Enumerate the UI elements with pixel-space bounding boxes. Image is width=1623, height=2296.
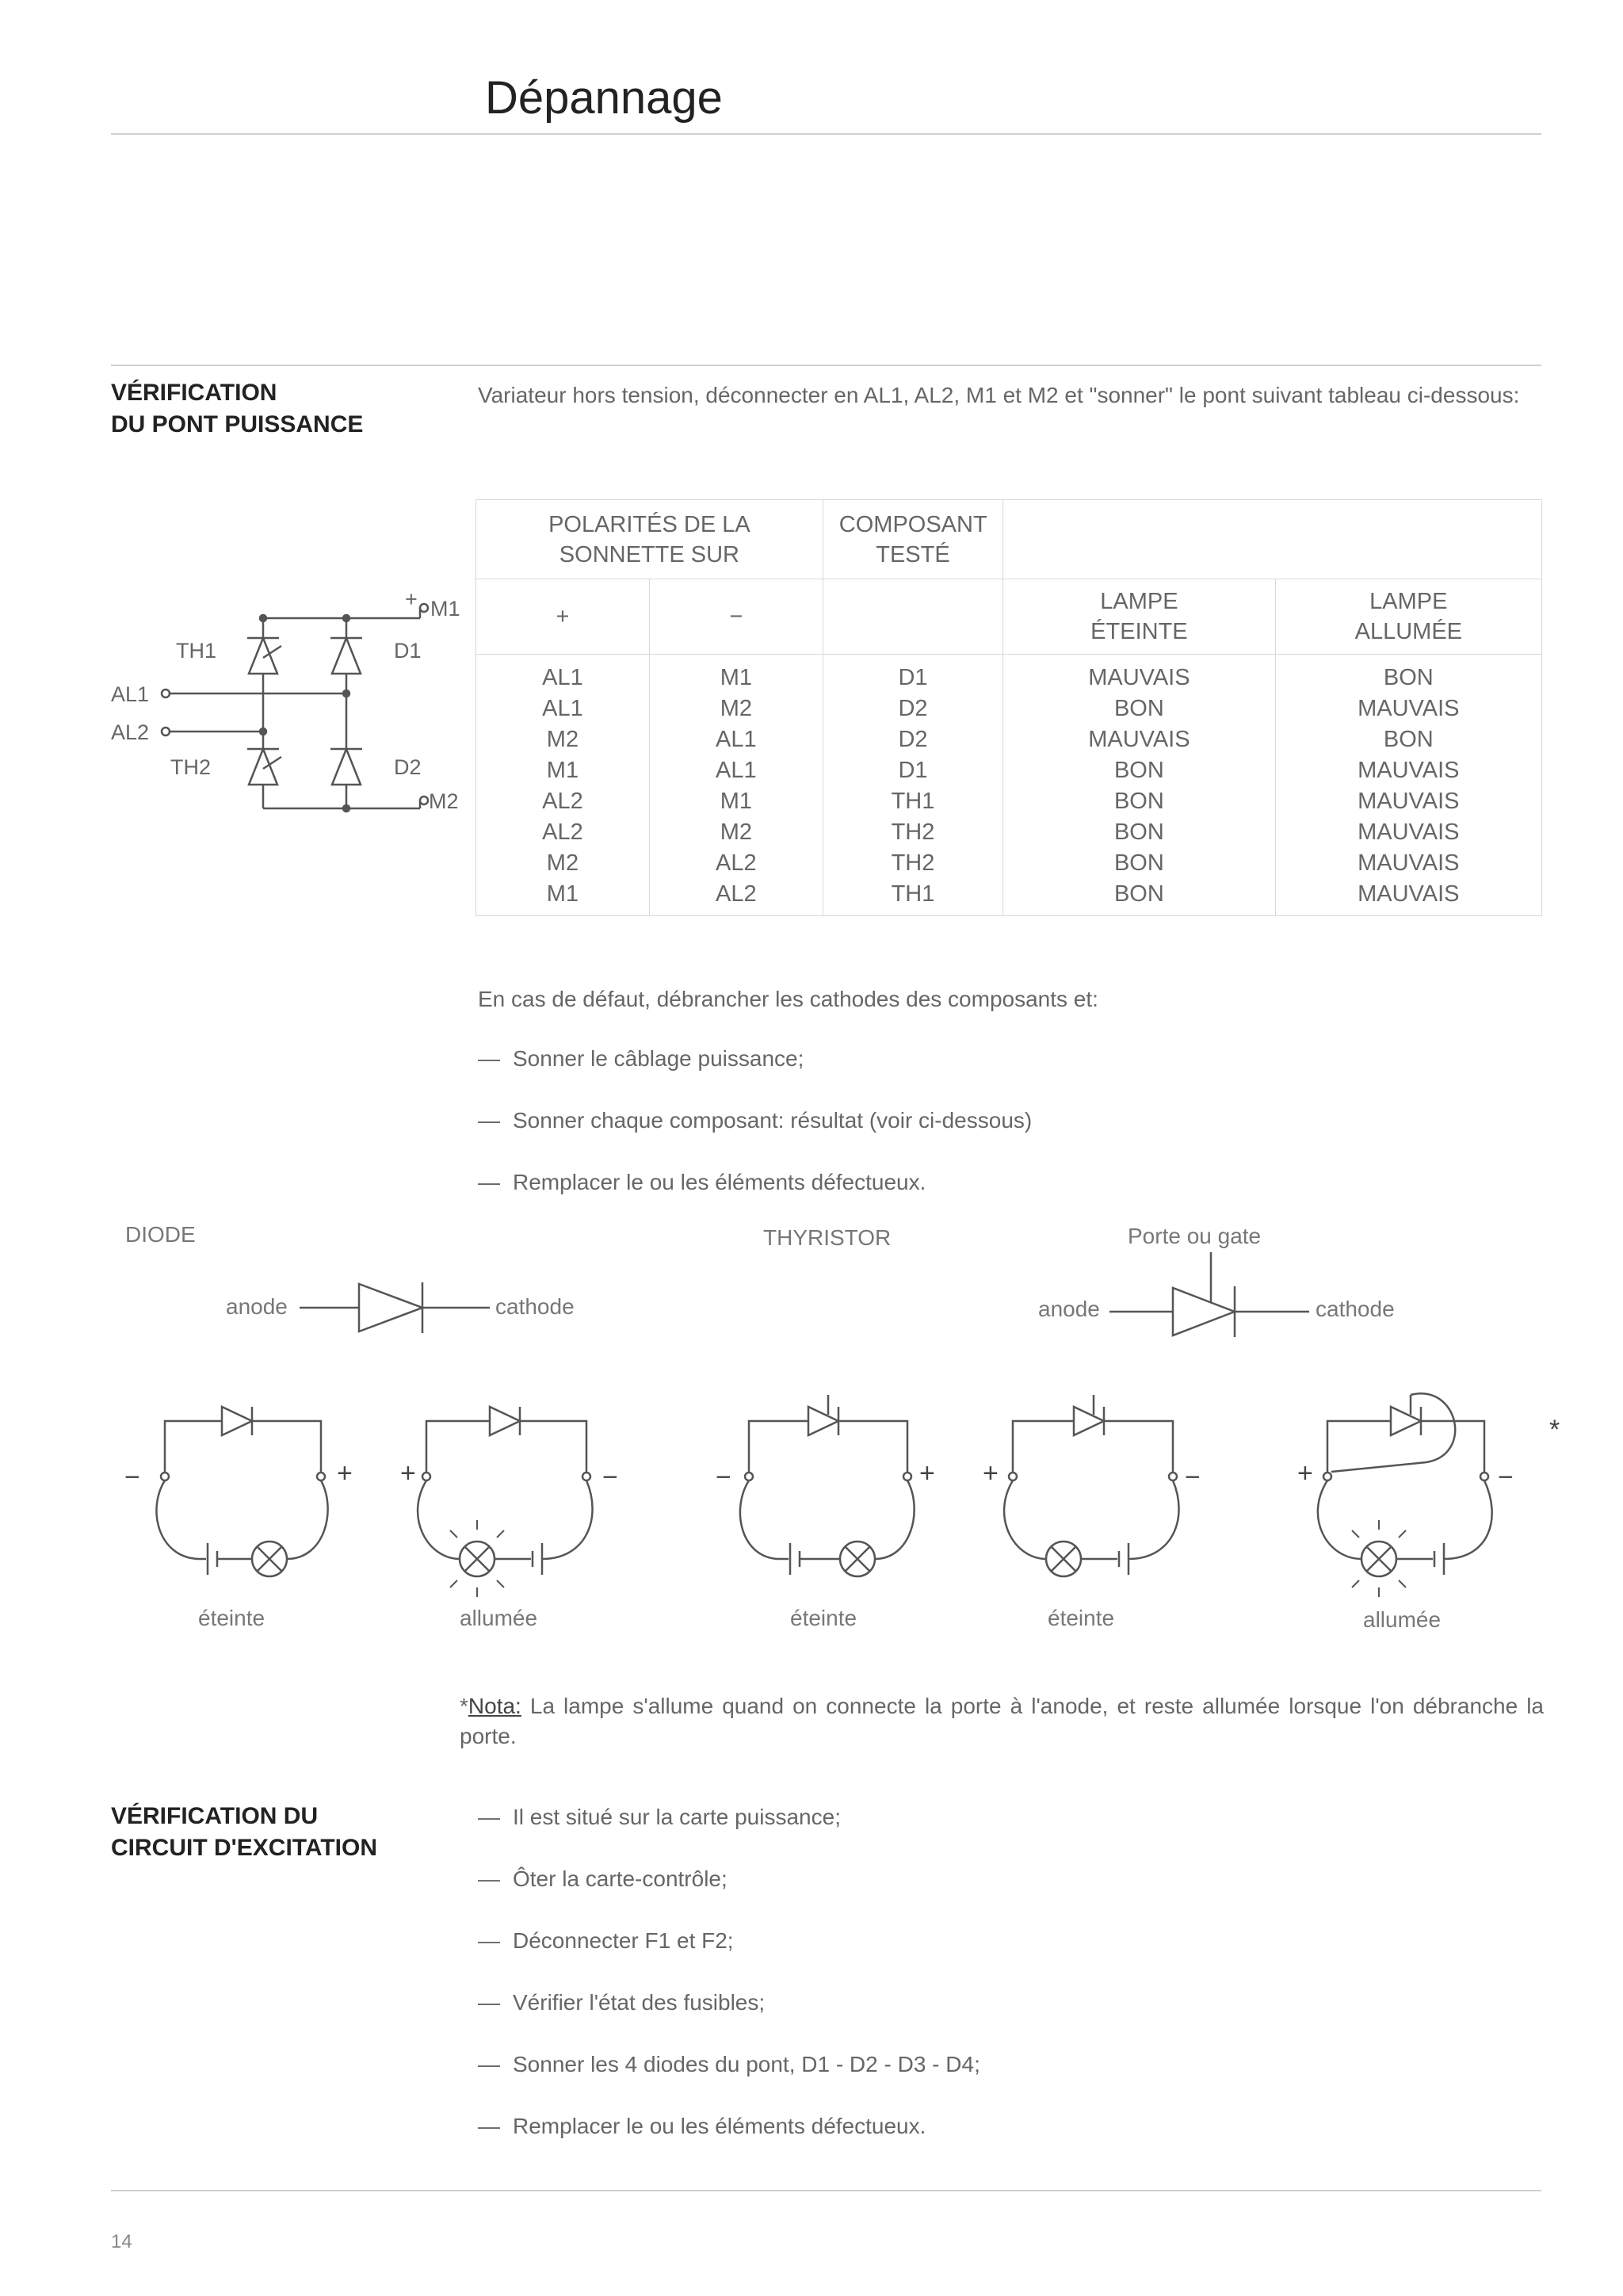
table-cell-comp: D1 — [898, 758, 928, 783]
excitation-item-text: Déconnecter F1 et F2; — [513, 1928, 734, 1953]
table-cell-eteinte: BON — [1113, 819, 1164, 845]
heading-line: VÉRIFICATION — [111, 380, 277, 406]
table-cell-plus: M1 — [546, 758, 579, 783]
test-circuit-4 — [1004, 1395, 1179, 1576]
table-cell-allumee: MAUVAIS — [1358, 819, 1460, 845]
heading-line: CIRCUIT D'EXCITATION — [111, 1835, 378, 1861]
thyristor-anode-label: anode — [1038, 1297, 1100, 1321]
label-d1: D1 — [394, 639, 422, 663]
page-number: 14 — [111, 2231, 132, 2252]
label-al1: AL1 — [111, 682, 150, 706]
table-cell-comp: TH1 — [891, 789, 935, 814]
defaut-item: — Remplacer le ou les éléments défectueux. — [478, 1170, 926, 1194]
table-cell-minus: M1 — [720, 789, 752, 814]
label-plus: + — [405, 590, 418, 611]
table-cell-minus: M1 — [720, 665, 752, 690]
note-text: La lampe s'allume quand on connecte la porte à l'anode, et reste allumée lorsque l'on débranche la porte. — [460, 1694, 1544, 1748]
table-cell-eteinte: BON — [1113, 850, 1164, 876]
defaut-item: — Sonner chaque composant: résultat (voir ci-dessous) — [478, 1108, 1033, 1133]
sign-plus-4: + — [983, 1458, 999, 1488]
caption-2: allumée — [460, 1606, 538, 1630]
defaut-intro: En cas de défaut, débrancher les cathodes des composants et: — [478, 987, 1098, 1011]
test-circuit-2 — [418, 1407, 593, 1597]
note-label: Nota: — [468, 1694, 521, 1718]
table-cell-minus: M2 — [720, 696, 752, 721]
excitation-item-text: Il est situé sur la carte puissance; — [513, 1805, 841, 1829]
sign-minus-2: − — [602, 1462, 618, 1492]
excitation-item: — Ôter la carte-contrôle; — [478, 1866, 727, 1891]
asterisk-mark: * — [1549, 1415, 1560, 1445]
defaut-item-text: Sonner le câblage puissance; — [513, 1046, 804, 1071]
thyristor-cathode-label: cathode — [1316, 1297, 1395, 1321]
defaut-item-text: Remplacer le ou les éléments défectueux. — [513, 1170, 926, 1194]
excitation-item: — Déconnecter F1 et F2; — [478, 1928, 734, 1953]
table-cell-plus: AL1 — [542, 665, 583, 690]
table-cell-allumee: MAUVAIS — [1358, 789, 1460, 814]
label-m2: M2 — [429, 789, 459, 813]
defaut-item: — Sonner le câblage puissance; — [478, 1046, 804, 1071]
excitation-item-text: Vérifier l'état des fusibles; — [513, 1990, 766, 2015]
table-cell-allumee: MAUVAIS — [1358, 850, 1460, 876]
sign-plus-5: + — [1297, 1458, 1313, 1488]
excitation-item: — Sonner les 4 diodes du pont, D1 - D2 - D3 - D4; — [478, 2052, 980, 2076]
section-divider — [111, 365, 1541, 366]
header-blank — [1003, 500, 1542, 579]
header-allumee: LAMPE ALLUMÉE — [1275, 579, 1541, 655]
table-cell-minus: AL2 — [716, 881, 757, 907]
table-cell-comp: TH2 — [891, 850, 935, 876]
table-cell-eteinte: MAUVAIS — [1088, 727, 1190, 752]
table-cell-plus: AL2 — [542, 819, 583, 845]
table-cell-allumee: MAUVAIS — [1358, 696, 1460, 721]
caption-3: éteinte — [790, 1606, 857, 1630]
excitation-item: — Il est situé sur la carte puissance; — [478, 1805, 841, 1829]
table-cell-plus: AL2 — [542, 789, 583, 814]
table-cell-allumee: MAUVAIS — [1358, 881, 1460, 907]
test-circuit-3 — [740, 1395, 915, 1576]
diode-symbol — [300, 1268, 490, 1347]
thyristor-symbol — [1109, 1252, 1309, 1351]
gate-label: Porte ou gate — [1128, 1224, 1262, 1248]
header-polarites: POLARITÉS DE LA SONNETTE SUR — [476, 500, 823, 579]
col-plus — [476, 655, 650, 916]
table-cell-plus: M2 — [546, 727, 579, 752]
heading-line: VÉRIFICATION DU — [111, 1803, 319, 1829]
label-al2: AL2 — [111, 720, 150, 744]
test-circuit-1 — [156, 1407, 327, 1576]
diode-anode-label: anode — [226, 1294, 288, 1319]
excitation-item: — Vérifier l'état des fusibles; — [478, 1990, 766, 2015]
label-d2: D2 — [394, 755, 422, 779]
header-plus: + — [476, 579, 650, 655]
section-heading-pont — [111, 377, 363, 441]
table-cell-minus: AL1 — [716, 758, 757, 783]
table-cell-minus: M2 — [720, 819, 752, 845]
header-minus: − — [649, 579, 823, 655]
table-cell-eteinte: BON — [1113, 881, 1164, 907]
note-paragraph — [460, 1691, 1544, 1752]
table-cell-comp: D2 — [898, 727, 928, 752]
table-cell-comp: D2 — [898, 696, 928, 721]
note-star: * — [460, 1694, 468, 1718]
sign-plus-3: + — [919, 1458, 935, 1488]
test-circuits — [111, 1375, 1577, 1637]
diode-title: DIODE — [125, 1222, 196, 1247]
table-cell-eteinte: BON — [1113, 696, 1164, 721]
col-allumee — [1275, 655, 1541, 916]
table-cell-eteinte: BON — [1113, 758, 1164, 783]
table-cell-eteinte: MAUVAIS — [1088, 665, 1190, 690]
table-cell-allumee: MAUVAIS — [1358, 758, 1460, 783]
label-m1: M1 — [430, 597, 460, 621]
header-composant: COMPOSANT TESTÉ — [823, 500, 1002, 579]
col-minus — [649, 655, 823, 916]
sign-minus-3: − — [716, 1462, 731, 1492]
thyristor-title: THYRISTOR — [763, 1225, 892, 1250]
section-heading-excitation — [111, 1801, 377, 1864]
sign-plus-2: + — [400, 1458, 416, 1488]
table-cell-minus: AL2 — [716, 850, 757, 876]
junction-dot — [260, 615, 266, 621]
table-cell-allumee: BON — [1383, 727, 1434, 752]
defaut-item-text: Sonner chaque composant: résultat (voir ci-dessous) — [513, 1108, 1033, 1133]
caption-5: allumée — [1363, 1607, 1442, 1632]
table-cell-comp: D1 — [898, 665, 928, 690]
sign-plus-1: + — [337, 1458, 353, 1488]
excitation-item-text: Ôter la carte-contrôle; — [513, 1866, 727, 1891]
intro-paragraph: Variateur hors tension, déconnecter en AL1, AL2, M1 et M2 et "sonner" le pont suivant tableau ci-dessous: — [478, 383, 1520, 407]
table-cell-comp: TH2 — [891, 819, 935, 845]
sign-minus-4: − — [1185, 1462, 1201, 1492]
test-table — [475, 499, 1542, 916]
power-bridge-diagram — [107, 590, 479, 828]
table-cell-comp: TH1 — [891, 881, 935, 907]
caption-1: éteinte — [198, 1606, 265, 1630]
diode-cathode-label: cathode — [495, 1294, 575, 1319]
excitation-item-text: Remplacer le ou les éléments défectueux. — [513, 2114, 926, 2138]
label-th2: TH2 — [170, 755, 212, 779]
header-comp-blank — [823, 579, 1002, 655]
caption-4: éteinte — [1048, 1606, 1115, 1630]
excitation-item-text: Sonner les 4 diodes du pont, D1 - D2 - D3 - D4; — [513, 2052, 980, 2076]
heading-line: DU PONT PUISSANCE — [111, 411, 364, 437]
table-cell-allumee: BON — [1383, 665, 1434, 690]
table-cell-eteinte: BON — [1113, 789, 1164, 814]
table-cell-plus: M2 — [546, 850, 579, 876]
label-th1: TH1 — [176, 639, 217, 663]
sign-minus-1: − — [124, 1462, 140, 1492]
table-cell-minus: AL1 — [716, 727, 757, 752]
title-divider — [111, 133, 1541, 135]
test-circuit-5 — [1318, 1393, 1492, 1597]
col-eteinte — [1003, 655, 1275, 916]
footer-divider — [111, 2190, 1541, 2191]
sign-minus-5: − — [1498, 1462, 1514, 1492]
table-cell-plus: M1 — [546, 881, 579, 907]
col-comp — [823, 655, 1002, 916]
header-eteinte: LAMPE ÉTEINTE — [1003, 579, 1275, 655]
table-cell-plus: AL1 — [542, 696, 583, 721]
page-title: Dépannage — [485, 72, 723, 124]
excitation-item: — Remplacer le ou les éléments défectueux. — [478, 2114, 926, 2138]
